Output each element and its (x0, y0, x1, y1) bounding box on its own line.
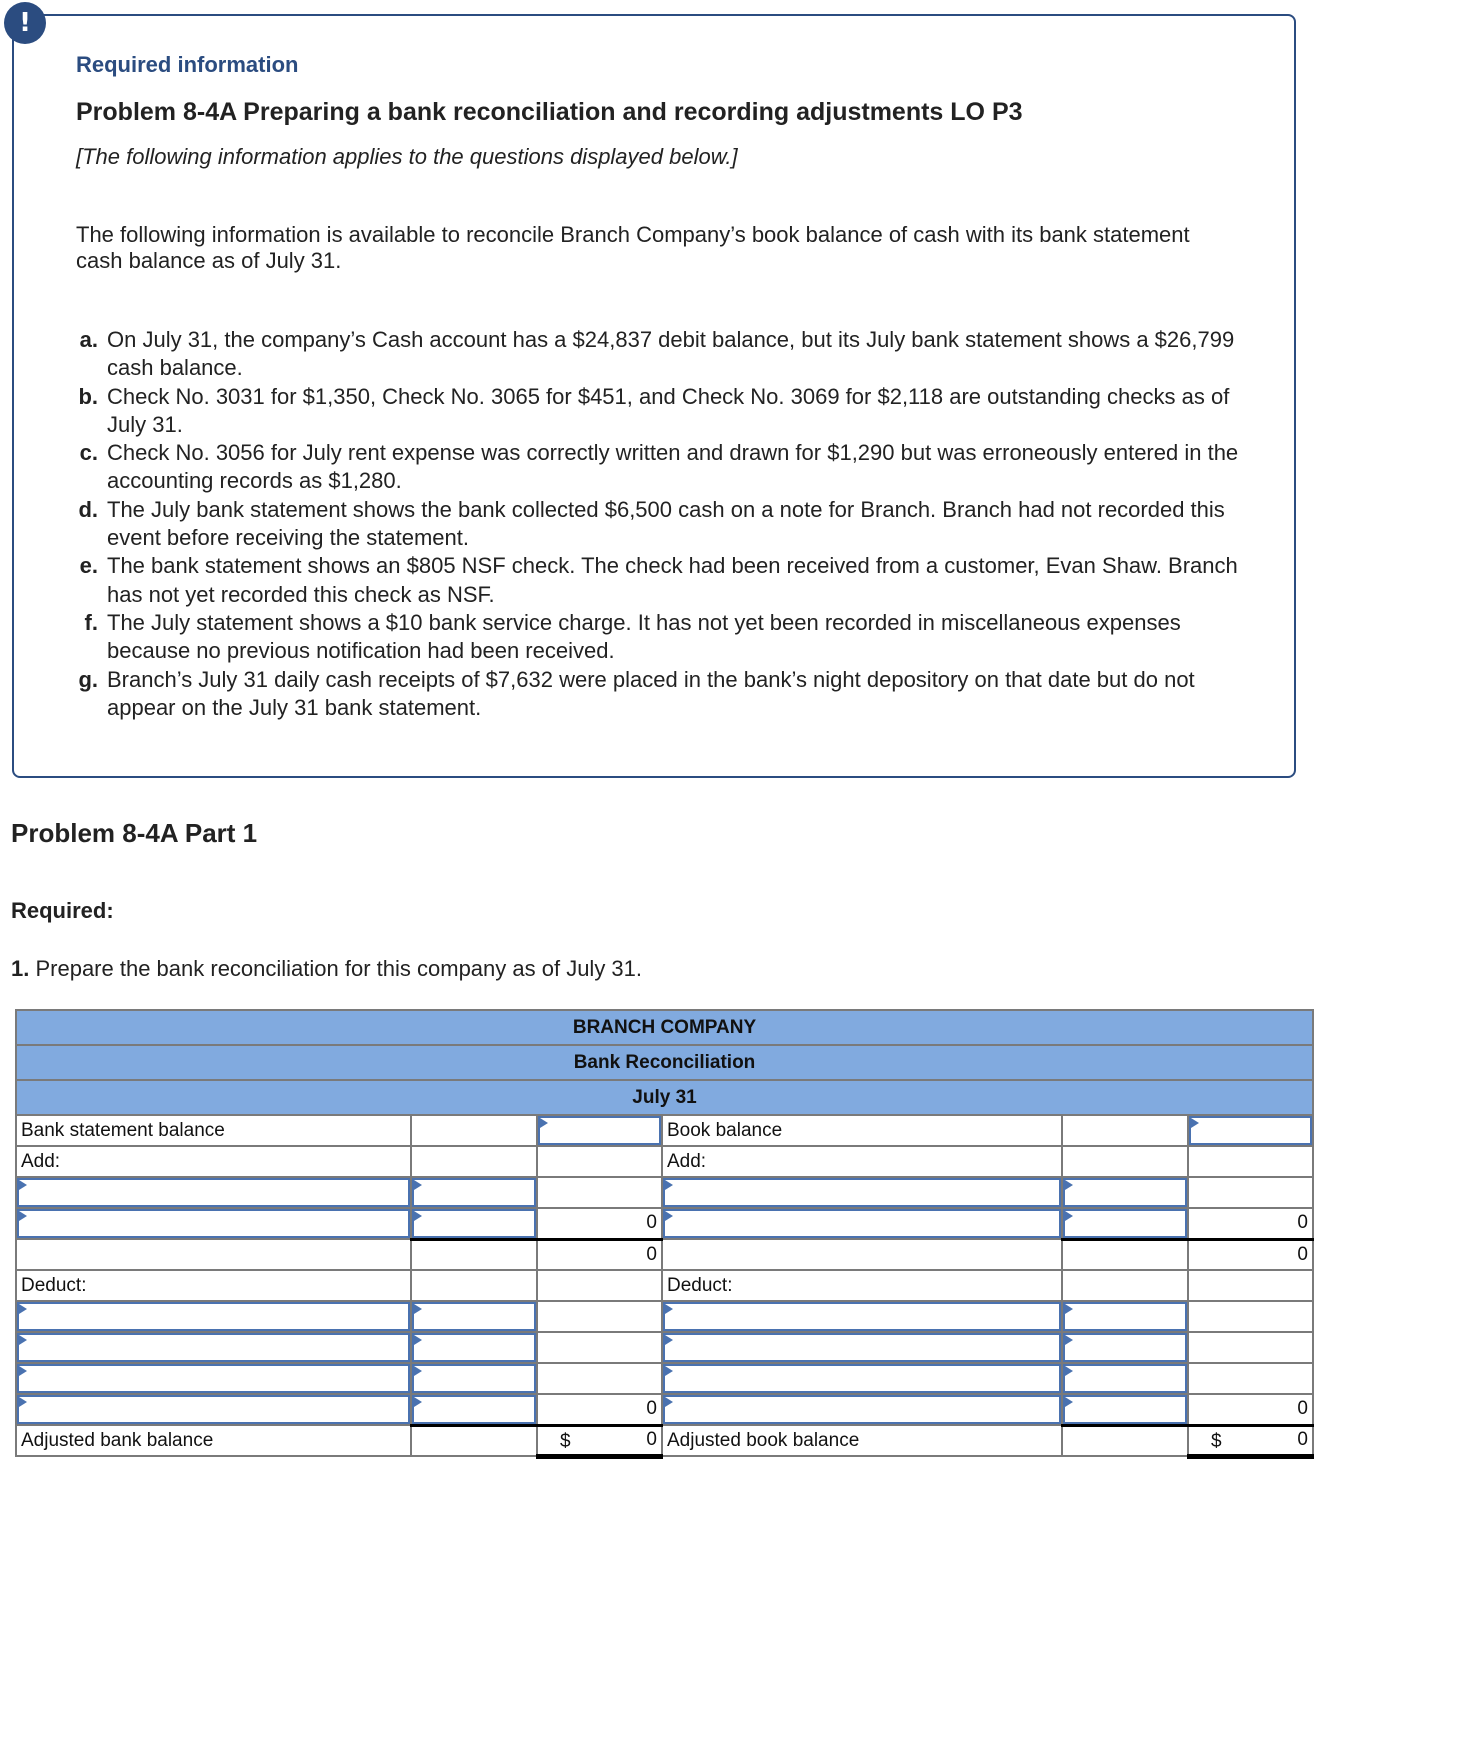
bank-add-amount-input[interactable] (411, 1208, 537, 1239)
fact-text: The July bank statement shows the bank collected $6,500 cash on a note for Branch. Branch had not recorded this event before receiving the statement. (107, 496, 1225, 551)
book-deduct-amount-input[interactable] (1062, 1332, 1188, 1363)
empty-cell (1062, 1239, 1188, 1270)
empty-cell (537, 1270, 662, 1301)
bank-deduct-amount-input[interactable] (411, 1301, 537, 1332)
required-step (11, 956, 642, 982)
empty-cell (1188, 1332, 1313, 1363)
book-add-description-input[interactable] (662, 1208, 1062, 1239)
table-row (16, 1301, 1313, 1332)
adjusted-bank-balance-value (537, 1425, 662, 1456)
fact-text: The July statement shows a $10 bank service charge. It has not yet been recorded in miscellaneous expenses because no previous notification had been received. (107, 609, 1181, 664)
required-information-heading: Required information (76, 52, 299, 77)
table-row (16, 1239, 1313, 1270)
part-title: Problem 8-4A Part 1 (11, 818, 258, 848)
bank-deduct-subtotal: 0 (537, 1394, 662, 1425)
facts-list (60, 326, 1260, 722)
bank-add-description-input[interactable] (16, 1208, 411, 1239)
bank-statement-balance-input[interactable] (537, 1115, 662, 1146)
book-add-subtotal: 0 (1188, 1208, 1313, 1239)
applies-note: [The following information applies to the questions displayed below.] (76, 144, 738, 169)
adjusted-bank-balance-amount: 0 (646, 1429, 657, 1450)
book-add-label: Add: (662, 1146, 1062, 1177)
bank-add-label: Add: (16, 1146, 411, 1177)
table-row (16, 1270, 1313, 1301)
step-number: 1. (11, 956, 30, 981)
empty-cell (16, 1239, 411, 1270)
empty-cell (411, 1146, 537, 1177)
bank-deduct-description-input[interactable] (16, 1301, 411, 1332)
empty-cell (537, 1177, 662, 1208)
adjusted-book-balance-amount: 0 (1297, 1429, 1308, 1450)
empty-cell (1188, 1177, 1313, 1208)
adjusted-bank-balance-label: Adjusted bank balance (16, 1425, 411, 1456)
company-name: BRANCH COMPANY (16, 1010, 1313, 1045)
intro-paragraph: The following information is available to reconcile Branch Company’s book balance of cash with its bank statement cash balance as of July 31. (76, 222, 1190, 273)
empty-cell (1062, 1270, 1188, 1301)
book-balance-input[interactable] (1188, 1115, 1313, 1146)
book-add-description-input[interactable] (662, 1177, 1062, 1208)
bank-deduct-label: Deduct: (16, 1270, 411, 1301)
currency-symbol: $ (560, 1430, 571, 1452)
bank-add-subtotal: 0 (537, 1208, 662, 1239)
fact-item (60, 439, 1260, 496)
empty-cell (1188, 1270, 1313, 1301)
bank-deduct-amount-input[interactable] (411, 1363, 537, 1394)
table-row (16, 1208, 1313, 1239)
empty-cell (1188, 1301, 1313, 1332)
fact-item (60, 326, 1260, 383)
empty-cell (411, 1115, 537, 1146)
bank-deduct-description-input[interactable] (16, 1332, 411, 1363)
book-deduct-amount-input[interactable] (1062, 1394, 1188, 1425)
fact-item (60, 666, 1260, 723)
required-label: Required: (11, 898, 114, 923)
statement-title: Bank Reconciliation (16, 1045, 1313, 1080)
empty-cell (537, 1301, 662, 1332)
table-row (16, 1332, 1313, 1363)
fact-text: Check No. 3031 for $1,350, Check No. 3065 for $451, and Check No. 3069 for $2,118 are outstanding checks as of July 31. (107, 383, 1230, 437)
bank-deduct-amount-input[interactable] (411, 1332, 537, 1363)
fact-label: d. (78, 496, 98, 522)
bank-deduct-amount-input[interactable] (411, 1394, 537, 1425)
step-text: Prepare the bank reconciliation for this company as of July 31. (29, 956, 643, 981)
empty-cell (537, 1363, 662, 1394)
fact-text: On July 31, the company’s Cash account has a $24,837 debit balance, but its July bank statement shows a $26,799 cash balance. (107, 327, 1235, 381)
empty-cell (1062, 1146, 1188, 1177)
empty-cell (537, 1146, 662, 1177)
empty-cell (1188, 1363, 1313, 1394)
statement-date: July 31 (16, 1080, 1313, 1115)
table-row (16, 1363, 1313, 1394)
empty-cell (537, 1332, 662, 1363)
bank-statement-balance-label: Bank statement balance (16, 1115, 411, 1146)
book-balance-label: Book balance (662, 1115, 1062, 1146)
fact-label: a. (79, 327, 98, 352)
fact-text: Check No. 3056 for July rent expense was correctly written and drawn for $1,290 but was erroneously entered in the accounting records as $1,280. (107, 440, 1239, 494)
empty-cell (411, 1270, 537, 1301)
bank-deduct-description-input[interactable] (16, 1363, 411, 1394)
table-row (16, 1146, 1313, 1177)
book-deduct-amount-input[interactable] (1062, 1363, 1188, 1394)
adjusted-book-balance-label: Adjusted book balance (662, 1425, 1062, 1456)
alert-icon: ! (4, 2, 46, 44)
book-deduct-amount-input[interactable] (1062, 1301, 1188, 1332)
fact-label: e. (79, 553, 98, 579)
currency-symbol: $ (1211, 1430, 1222, 1452)
book-running-total: 0 (1188, 1239, 1313, 1270)
book-deduct-description-input[interactable] (662, 1332, 1062, 1363)
book-deduct-description-input[interactable] (662, 1363, 1062, 1394)
fact-item (60, 609, 1260, 666)
table-row (16, 1177, 1313, 1208)
table-row (16, 1394, 1313, 1425)
table-row (16, 1425, 1313, 1456)
fact-label: c. (79, 440, 98, 466)
fact-item (60, 552, 1260, 609)
book-deduct-description-input[interactable] (662, 1394, 1062, 1425)
fact-text: The bank statement shows an $805 NSF check. The check had been received from a customer, Evan Shaw. Branch has not yet recorded this check as NSF. (107, 553, 1238, 607)
fact-item (60, 496, 1260, 553)
table-row (16, 1115, 1313, 1146)
empty-cell (1188, 1146, 1313, 1177)
problem-title: Problem 8-4A Preparing a bank reconciliation and recording adjustments LO P3 (76, 98, 1023, 126)
fact-label: b. (78, 383, 98, 409)
book-add-amount-input[interactable] (1062, 1177, 1188, 1208)
book-deduct-description-input[interactable] (662, 1301, 1062, 1332)
bank-running-total: 0 (537, 1239, 662, 1270)
empty-cell (411, 1425, 537, 1456)
fact-label: g. (78, 666, 98, 692)
fact-item (60, 383, 1260, 440)
empty-cell (1062, 1115, 1188, 1146)
bank-reconciliation-table (15, 1009, 1314, 1459)
book-deduct-label: Deduct: (662, 1270, 1062, 1301)
bank-add-amount-input[interactable] (411, 1177, 537, 1208)
book-deduct-subtotal: 0 (1188, 1394, 1313, 1425)
empty-cell (1062, 1425, 1188, 1456)
empty-cell (662, 1239, 1062, 1270)
adjusted-book-balance-value (1188, 1425, 1313, 1456)
fact-text: Branch’s July 31 daily cash receipts of $7,632 were placed in the bank’s night depository on that date but do not appear on the July 31 bank statement. (107, 666, 1195, 720)
fact-label: f. (84, 609, 98, 635)
bank-deduct-description-input[interactable] (16, 1394, 411, 1425)
book-add-amount-input[interactable] (1062, 1208, 1188, 1239)
bank-add-description-input[interactable] (16, 1177, 411, 1208)
empty-cell (411, 1239, 537, 1270)
